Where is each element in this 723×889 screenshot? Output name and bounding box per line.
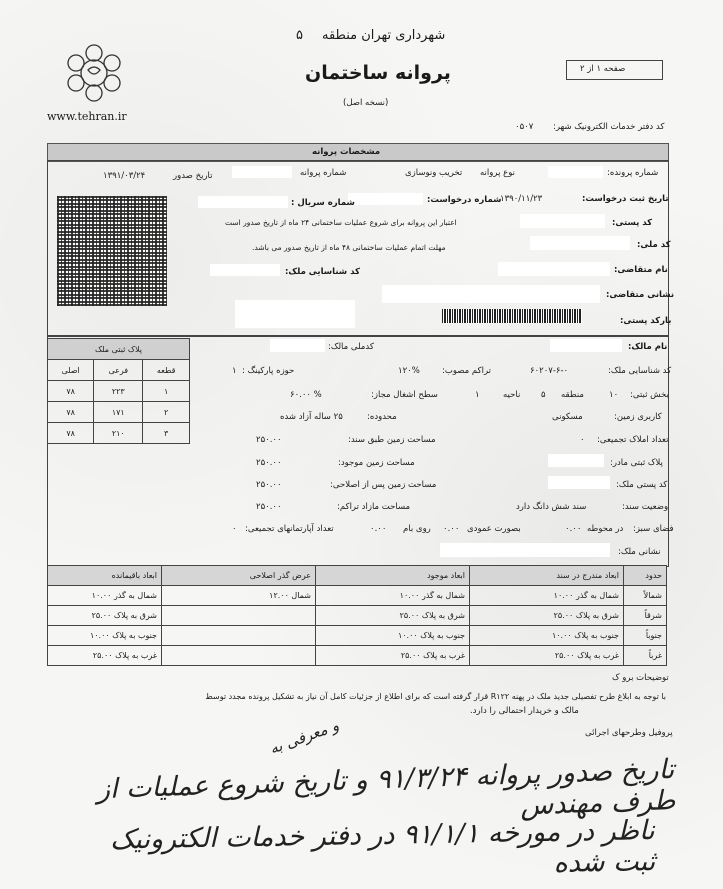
joint-units-label: تعداد املاک تجمیعی: — [597, 435, 669, 445]
postal-code-label: کد پستی: — [612, 218, 653, 228]
dimension-header: ابعاد موجود — [316, 566, 470, 586]
permit-type-label: نوع پروانه — [480, 168, 515, 178]
website-url: www.tehran.ir — [47, 110, 127, 123]
after-correction: ۲۵۰.۰۰ — [256, 480, 282, 490]
density-area-label: مساحت مازاد تراکم: — [337, 502, 411, 512]
dimension-cell: غرب به پلاک ۲۵.۰۰ — [48, 646, 162, 666]
redaction — [232, 166, 292, 178]
plate-cell: ۷۸ — [48, 402, 94, 423]
issue-date-label: تاریخ صدور — [173, 171, 213, 181]
owner-label: نام مالک: — [628, 342, 668, 352]
dimension-cell: جنوب به پلاک ۱۰.۰۰ — [316, 626, 470, 646]
dimension-cell: شمال ۱۲.۰۰ — [162, 586, 316, 606]
conditions-label: پروفیل وطرحهای اجرائی — [585, 728, 673, 738]
page-label: صفحه ۱ از ۲ — [580, 64, 626, 74]
copy-label: (نسخه اصل) — [343, 98, 389, 108]
redaction — [198, 196, 288, 208]
limit-label: محدوده: — [367, 412, 397, 422]
redaction — [382, 285, 600, 303]
plate-header: اصلی — [48, 360, 94, 381]
permit-number-label: شماره پروانه — [300, 168, 347, 178]
property-code: ۶۰۲۰۷-۶-۰ — [530, 366, 569, 376]
green-val: ۰.۰۰ — [565, 524, 582, 534]
issue-date: ۱۳۹۱/۰۳/۲۴ — [103, 171, 146, 181]
table-row — [48, 423, 190, 444]
plate-cell: ۱ — [143, 381, 190, 402]
request-date-label: تاریخ ثبت درخواست: — [582, 194, 669, 204]
handwritten-note-line-2: ناظر در مورخه ۹۱/۱/۱ در دفتر خدمات الکترونیک ثبت شده — [109, 815, 656, 879]
roof-val: ۰.۰۰ — [370, 524, 387, 534]
office-code: ۰۵۰۷ — [515, 122, 534, 132]
completion-note: مهلت اتمام عملیات ساختمانی ۴۸ ماه از تاریخ صدور می باشد. — [252, 243, 446, 252]
office-code-label: کد دفتر خدمات الکترونیک شهر: — [553, 122, 665, 132]
dimension-cell: شرق به پلاک ۲۵.۰۰ — [48, 606, 162, 626]
applicant-label: نام متقاضی: — [614, 265, 668, 275]
serial-label: شماره سریال : — [291, 198, 355, 208]
occupancy-label: سطح اشغال مجاز: — [371, 390, 438, 400]
district-label: بخش ثبتی: — [630, 390, 669, 400]
approved-density-label: تراکم مصوب: — [442, 366, 492, 376]
property-id-label: کد شناسایی ملک: — [285, 267, 360, 277]
redaction — [210, 264, 280, 276]
postal-barcode — [442, 309, 582, 323]
after-correction-label: مساحت زمین پس از اصلاحی: — [330, 480, 437, 490]
dimension-cell: شرق به پلاک ۲۵.۰۰ — [316, 606, 470, 626]
table-row — [48, 381, 190, 402]
handwritten-note-line-1: تاریخ صدور پروانه ۹۱/۳/۲۴ و تاریخ شروع عملیات از طرف مهندس — [96, 754, 676, 822]
table-row — [48, 606, 667, 626]
table-row — [48, 626, 667, 646]
dimension-cell: غرباً — [624, 646, 667, 666]
joint-units: ۰ — [580, 435, 585, 445]
barcode-label: بارکد پستی: — [620, 316, 672, 326]
dimension-header: عرض گذر اصلاحی — [162, 566, 316, 586]
dimension-cell: شرقاً — [624, 606, 667, 626]
redaction — [440, 543, 610, 557]
owner-national-label: کدملی مالک: — [328, 342, 374, 352]
tehran-logo-icon — [58, 42, 130, 104]
plate-cell: ۳ — [143, 423, 190, 444]
vertical-label: بصورت عمودی — [467, 524, 521, 534]
joint-apts-label: تعداد آپارتمانهای تجمیعی: — [245, 524, 334, 534]
occupancy: ۶۰.۰۰ % — [290, 390, 322, 400]
area-label: ناحیه — [503, 390, 521, 400]
zone-number: ۵ — [296, 28, 303, 43]
land-use: مسکونی — [552, 412, 583, 422]
redaction — [235, 300, 355, 328]
green-label: فضای سبز: — [633, 524, 674, 534]
dimension-cell: شمال به گذر ۱۰.۰۰ — [48, 586, 162, 606]
district: ۱۰ — [609, 390, 619, 400]
vertical-val: ۰.۰۰ — [443, 524, 460, 534]
existing-area-label: مساحت زمین موجود: — [338, 458, 415, 468]
deed-status: سند شش دانگ دارد — [516, 502, 587, 512]
limit: ۲۵ ساله آزاد شده — [280, 412, 343, 422]
dimension-cell: شرق به پلاک ۲۵.۰۰ — [470, 606, 624, 626]
region: ۵ — [541, 390, 546, 400]
notes-line-2: مالک و خریدار احتمالی را دارد. — [470, 706, 579, 716]
property-code-label: کد شناسایی ملک: — [608, 366, 672, 376]
dimension-cell — [162, 606, 316, 626]
table-row — [48, 402, 190, 423]
request-date: ۱۳۹۰/۱۱/۲۳ — [500, 194, 543, 204]
approved-density: ۱۲۰% — [398, 366, 420, 376]
deed-status-label: وضعیت سند: — [622, 502, 669, 512]
redaction — [498, 262, 610, 276]
green-area: در محوطه — [587, 524, 624, 534]
dimension-cell: غرب به پلاک ۲۵.۰۰ — [470, 646, 624, 666]
notes-title: توضیحات برو ک — [612, 673, 669, 683]
redaction — [550, 339, 622, 352]
plate-header: فرعی — [94, 360, 143, 381]
dimension-cell — [162, 626, 316, 646]
handwritten-note-above: و معرفی به — [267, 716, 342, 758]
dimension-cell: شمال به گذر ۱۰.۰۰ — [316, 586, 470, 606]
dimension-cell: جنوب به پلاک ۱۰.۰۰ — [470, 626, 624, 646]
region-label: منطقه — [561, 390, 584, 400]
redaction — [348, 193, 423, 205]
deed-area: ۲۵۰.۰۰ — [256, 435, 282, 445]
plate-cell: ۷۸ — [48, 381, 94, 402]
land-use-label: کاربری زمین: — [614, 412, 662, 422]
dimension-header: ابعاد باقیمانده — [48, 566, 162, 586]
redaction — [530, 236, 630, 250]
dimension-cell — [162, 646, 316, 666]
redaction — [548, 166, 603, 178]
national-code-label: کد ملی: — [637, 240, 671, 250]
existing-area: ۲۵۰.۰۰ — [256, 458, 282, 468]
validity-note: اعتبار این پروانه برای شروع عملیات ساختمانی ۲۴ ماه از تاریخ صدور است — [225, 218, 457, 227]
dimension-table — [47, 565, 667, 666]
dimension-header: حدود — [624, 566, 667, 586]
notes-line-1: با توجه به ابلاغ طرح تفصیلی جدید ملک در پهنه R۱۲۲ قرار گرفته است که برای اطلاع از جزئیات کامل آن نیاز به تشکیل پرونده مجدد توسط — [205, 692, 666, 701]
dimension-cell: شمال به گذر ۱۰.۰۰ — [470, 586, 624, 606]
property-address-label: نشانی ملک: — [618, 547, 661, 557]
document-title: پروانه ساختمان — [305, 62, 451, 84]
file-number-label: شماره پرونده: — [607, 168, 659, 178]
area: ۱ — [475, 390, 480, 400]
property-postal-label: کد پستی ملک: — [616, 480, 668, 490]
redaction — [548, 476, 610, 489]
municipality-name: شهرداری تهران منطقه — [322, 28, 446, 43]
parking-area: ۱ — [232, 366, 237, 376]
parking-area-label: حوزه پارکینگ : — [242, 366, 295, 376]
plate-cell: ۷۸ — [48, 423, 94, 444]
plate-cell: ۲۱۰ — [94, 423, 143, 444]
qr-code — [57, 196, 167, 306]
plate-cell: ۲۲۳ — [94, 381, 143, 402]
roof-label: روی بام — [403, 524, 431, 534]
dimension-cell: جنوباً — [624, 626, 667, 646]
table-row — [48, 646, 667, 666]
plate-cell: ۲ — [143, 402, 190, 423]
permit-section-title: مشخصات پروانه — [312, 147, 381, 157]
plate-cell: ۱۷۱ — [94, 402, 143, 423]
plate-header: قطعه — [143, 360, 190, 381]
redaction — [548, 454, 604, 467]
dimension-cell: شمالاً — [624, 586, 667, 606]
dimension-cell: جنوب به پلاک ۱۰.۰۰ — [48, 626, 162, 646]
applicant-address-label: نشانی متقاضی: — [606, 290, 675, 300]
density-area: ۲۵۰.۰۰ — [256, 502, 282, 512]
parent-plate-label: پلاک ثبتی مادر: — [610, 458, 663, 468]
deed-area-label: مساحت زمین طبق سند: — [348, 435, 436, 445]
plate-table-title: پلاک ثبتی ملک — [48, 339, 190, 360]
permit-type: تخریب ونوسازی — [405, 168, 463, 178]
request-number-label: شماره درخواست: — [427, 195, 502, 205]
plate-table — [47, 338, 190, 444]
redaction — [520, 214, 605, 228]
joint-apts: ۰ — [232, 524, 237, 534]
dimension-header: ابعاد مندرج در سند — [470, 566, 624, 586]
redaction — [270, 339, 325, 352]
dimension-cell: غرب به پلاک ۲۵.۰۰ — [316, 646, 470, 666]
table-row — [48, 586, 667, 606]
